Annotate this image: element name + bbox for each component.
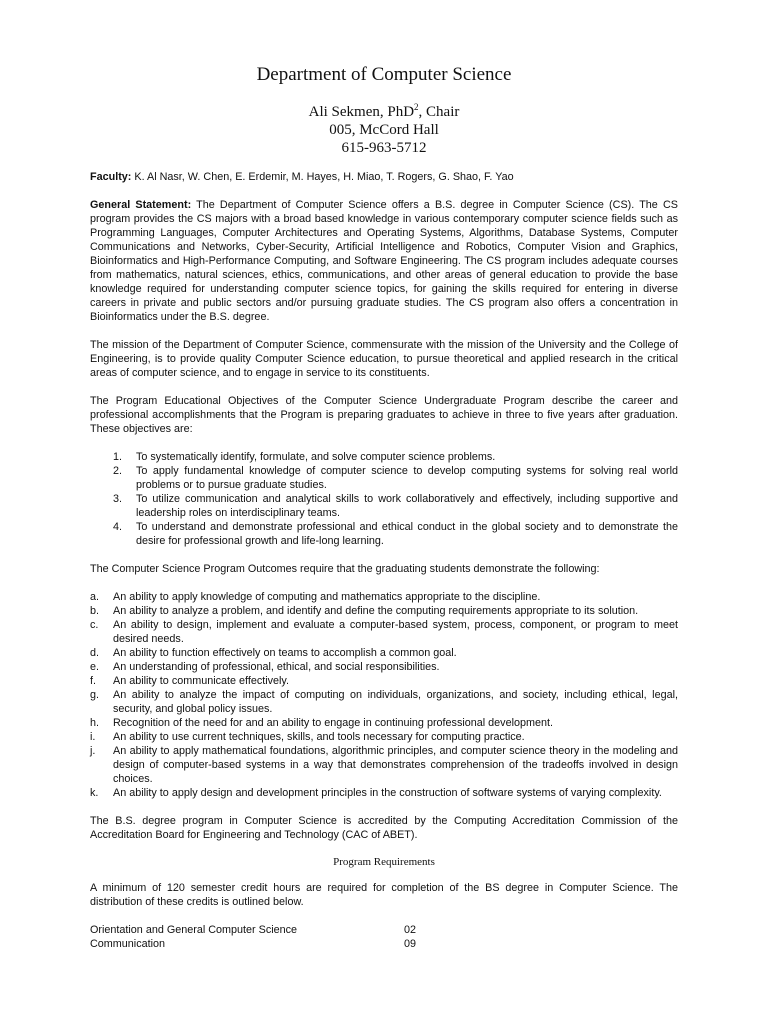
list-item-text: To apply fundamental knowledge of computer science to develop computing systems for solving real world problems or to pursue graduate studies. [136, 465, 678, 491]
list-marker: g. [90, 689, 100, 701]
list-item [90, 464, 678, 492]
program-requirements-heading: Program Requirements [333, 856, 435, 868]
list-item-text: To utilize communication and analytical skills to work collaboratively and effectively, including supportive and leadership roles on interdisciplinary teams. [136, 493, 678, 519]
page-title: Department of Computer Science [256, 64, 512, 85]
list-item [90, 730, 678, 744]
general-statement-paragraph [90, 198, 678, 324]
list-marker: 1. [113, 451, 123, 463]
list-item-text: An ability to apply knowledge of computing and mathematics appropriate to the discipline. [113, 591, 541, 603]
list-item [90, 450, 678, 464]
list-item [90, 520, 678, 548]
list-item [90, 716, 678, 730]
credit-area: Orientation and General Computer Science [90, 924, 298, 936]
table-row [90, 923, 678, 937]
program-requirements-intro: A minimum of 120 semester credit hours are required for completion of the BS degree in Computer Science. The distribution of these credits is outlined below. [90, 882, 678, 908]
chair-role: , Chair [418, 104, 460, 120]
list-item-text: An ability to analyze a problem, and identify and define the computing requirements appropriate to its solution. [113, 605, 639, 617]
list-item-text: To understand and demonstrate professional and ethical conduct in the global society and to demonstrate the desire for professional growth and life-long learning. [136, 521, 678, 547]
list-marker: j. [90, 745, 96, 757]
list-marker: 3. [113, 493, 123, 505]
list-item [90, 492, 678, 520]
objectives-intro: The Program Educational Objectives of the Computer Science Undergraduate Program describe the career and professional accomplishments that the Program is preparing graduates to achieve in three to five years after graduation. These objectives are: [90, 395, 678, 435]
list-marker: c. [90, 619, 99, 631]
objectives-list [90, 450, 678, 548]
faculty-names: K. Al Nasr, W. Chen, E. Erdemir, M. Hayes, H. Miao, T. Rogers, G. Shao, F. Yao [131, 171, 514, 183]
faculty-paragraph [90, 170, 678, 184]
list-item-text: An ability to apply design and development principles in the construction of software systems of varying complexity. [113, 787, 662, 799]
outcomes-list [90, 590, 678, 800]
list-item [90, 744, 678, 786]
chair-info [90, 98, 678, 157]
list-item-text: An ability to function effectively on teams to accomplish a common goal. [113, 647, 457, 659]
list-item-text: An understanding of professional, ethical, and social responsibilities. [113, 661, 440, 673]
list-item [90, 674, 678, 688]
chair-name: Ali Sekmen, PhD [308, 104, 415, 120]
credit-area: Communication [90, 938, 166, 950]
general-statement-label: General Statement: [90, 199, 192, 211]
list-item-text: An ability to communicate effectively. [113, 675, 290, 687]
list-item [90, 618, 678, 646]
list-marker: 4. [113, 521, 123, 533]
list-item-text: An ability to use current techniques, skills, and tools necessary for computing practice. [113, 731, 525, 743]
list-marker: d. [90, 647, 100, 659]
list-item-text: Recognition of the need for and an ability to engage in continuing professional development. [113, 717, 553, 729]
list-item-text: An ability to design, implement and evaluate a computer-based system, process, component, or program to meet desired needs. [113, 619, 678, 645]
list-marker: h. [90, 717, 100, 729]
list-item [90, 688, 678, 716]
credit-distribution-table [90, 923, 678, 951]
outcomes-intro: The Computer Science Program Outcomes require that the graduating students demonstrate the following: [90, 563, 600, 575]
accreditation-paragraph: The B.S. degree program in Computer Science is accredited by the Computing Accreditation Commission of the Accreditation Board for Engineering and Technology (CAC of ABET). [90, 815, 678, 841]
list-item [90, 660, 678, 674]
office-address: 005, McCord Hall [329, 122, 439, 138]
table-row [90, 937, 678, 951]
list-item [90, 786, 678, 800]
chair-line [90, 98, 678, 121]
credit-hours: 09 [404, 938, 417, 950]
list-item-text: An ability to apply mathematical foundations, algorithmic principles, and computer science theory in the modeling and design of computer-based systems in a way that demonstrates comprehension of the tradeoffs involved in design choices. [113, 745, 678, 785]
list-marker: f. [90, 675, 96, 687]
list-marker: a. [90, 591, 100, 603]
document-page [90, 64, 678, 951]
list-marker: i. [90, 731, 96, 743]
list-marker: e. [90, 661, 100, 673]
list-marker: k. [90, 787, 99, 799]
list-marker: b. [90, 605, 100, 617]
chair-footnote: 2 [414, 102, 419, 112]
credit-hours: 02 [404, 924, 417, 936]
office-phone: 615-963-5712 [341, 140, 427, 156]
list-item [90, 590, 678, 604]
list-item-text: To systematically identify, formulate, and solve computer science problems. [136, 451, 496, 463]
list-item-text: An ability to analyze the impact of computing on individuals, organizations, and society, including ethical, legal, security, and global policy issues. [113, 689, 678, 715]
mission-paragraph: The mission of the Department of Computer Science, commensurate with the mission of the University and the College of Engineering, is to provide quality Computer Science education, to pursue theoretical and applied research in the critical areas of computer science, and to engage in service to its constituents. [90, 339, 678, 379]
list-item [90, 646, 678, 660]
general-statement-text: The Department of Computer Science offers a B.S. degree in Computer Science (CS). The CS program provides the CS majors with a broad based knowledge in various contemporary computer science fields such as Programming Languages, Computer Architectures and Operating Systems, Algorithms, Database Systems, Computer Communications and Networks, Cyber-Security, Artificial Intelligence and Robotics, Computer Vision and Graphics, Bioinformatics and High-Performance Computing, and Software Engineering. The CS program includes adequate courses from mathematics, natural sciences, ethics, communications, and other areas of general education to provide the base knowledge required for understanding computer science topics, for gaining the skills required for entering in diverse careers in private and public sectors and/or pursuing graduate studies. The CS program also offers a concentration in Bioinformatics under the B.S. degree. [90, 199, 678, 323]
list-item [90, 604, 678, 618]
list-marker: 2. [113, 465, 123, 477]
faculty-label: Faculty: [90, 171, 132, 183]
